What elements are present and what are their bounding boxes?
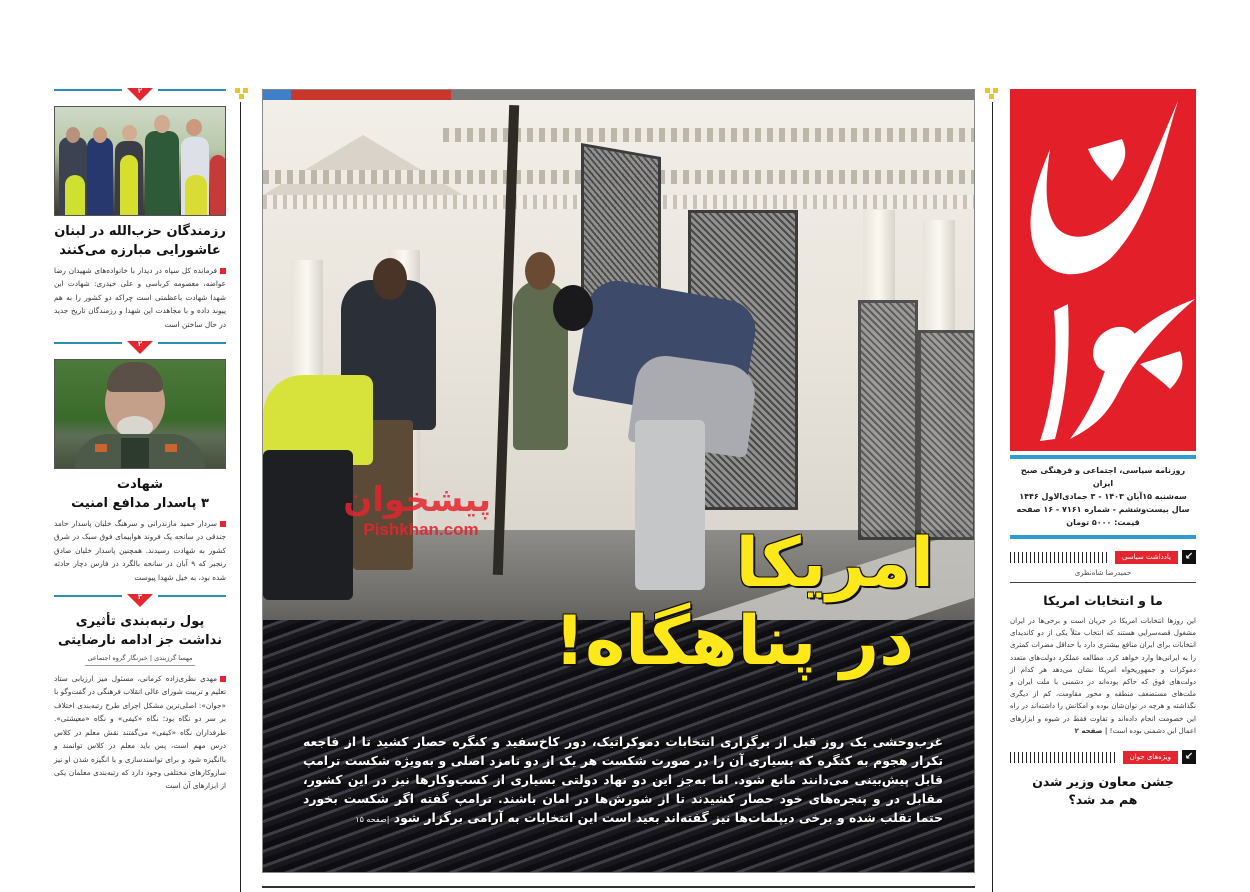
section-tag[interactable]: یادداشت سیاسی bbox=[1115, 551, 1178, 564]
column-rule bbox=[992, 102, 993, 892]
bullet-icon bbox=[220, 268, 226, 274]
page-marker: ۲ bbox=[137, 340, 143, 349]
right-column bbox=[1010, 455, 1196, 814]
barcode-pattern bbox=[1010, 552, 1109, 563]
main-story-photo[interactable] bbox=[262, 89, 975, 873]
story-body: مهدی نظری‌زاده کرمانی، مسئول میز ارزیابی ستاد تعلیم و تربیت شورای عالی انقلاب فرهنگی در گفت‌وگو با «جوان»: اصلی‌ترین مشکل اجرای طرح رتبه‌بندی اختلاف بر سر دو نگاه بود؛ نگاه «کیفی» و نگاه «معیشتی». طرفداران نگاه «کیفی» می‌گفتند نقش معلم در کلاس درس مهم است، پس باید معلم در کلاس توانمند و باانگیزه شود و برای توانمندسازی و با انگیزه شدن او نیز سازوکارهای مختلفی وجود دارد که رتبه‌بندی معلمان یکی از ابزارهای آن است bbox=[54, 674, 226, 791]
newspaper-logo[interactable] bbox=[1010, 89, 1196, 451]
page-marker: ۲ bbox=[137, 87, 143, 95]
column-headline[interactable]: جشن معاون وزیر شدن هم مد شد؟ bbox=[1032, 774, 1174, 808]
story-body: فرمانده کل سپاه در دیدار با خانواده‌های شهیدان رضا عواضه، معصومه کرباسی و علی حیدری: شهادت این شهدا شهادت باعظمتی است چراکه دو کشور را به هم پیوند داده و با مجاهدت این شهدا و رزمندگان تاریخ جدید در حال ساختن است bbox=[54, 266, 226, 329]
column-body: این روزها انتخابات امریکا در جریان است و برخی‌ها در ایران مشغول قصه‌سرایی هستند که انتخاب مثلاً یکی از دو کاندیدای انتخابات برای ایران منافع بیشتری دارد یا حداقل مضرات کمتری را به ایرانی‌ها وارد خواهد کرد. مطالعه عملکرد دولت‌های متعدد دموکرات و جمهوریخواه امریکا نشان می‌دهد هر کدام از دولت‌های فوق که حاکم بوده‌اند در دشمنی با ملت ایران و ملت‌های مستضعف منطقه و محور مقاومت، کم از دیگری نگذاشته و هرچه در توان‌شان بوده و امکانش را داشته‌اند در راه این خصومت انجام داده‌اند و تفاوت فقط در شیوه و ابزارهای اعمال این دشمنی بوده است! | صفحه ۲ bbox=[1010, 617, 1196, 735]
arrow-icon: ↙ bbox=[1182, 550, 1196, 564]
masthead-date: سه‌شنبه ۱۵آبان ۱۴۰۳ - ۳ جمادی‌الاول ۱۴۴۶ bbox=[1019, 492, 1187, 501]
watermark-url: Pishkhan.com bbox=[363, 520, 479, 539]
left-column bbox=[54, 88, 226, 793]
logo-calligraphy bbox=[1010, 89, 1196, 451]
bottom-rule bbox=[262, 886, 975, 888]
story-headline[interactable]: رزمندگان حزب‌الله در لبنان عاشورایی مبارزه می‌کنند bbox=[54, 224, 226, 258]
ornament-icon bbox=[235, 88, 249, 100]
page-reference[interactable]: | صفحه ۲ bbox=[1074, 726, 1108, 735]
page-reference[interactable]: |صفحه ۱۵ bbox=[355, 815, 390, 824]
section-header bbox=[1010, 749, 1196, 765]
barcode-pattern bbox=[1010, 752, 1117, 763]
bullet-icon bbox=[220, 521, 226, 527]
main-story-lead: غرب‌وحشی یک روز قبل از برگزاری انتخابات دموکراتیک، دور کاخ‌سفید و کنگره حصار کشید تا از فاجعه تکرار هجوم به کنگره که بسیاری آن را در صورت شکست هر یک از دو نامزد اصلی و به‌ویژه شکست ترامپ قابل پیش‌بینی می‌دانند مانع شود. اما به‌جز این دو نهاد دولتی بسیاری از کسب‌وکارها نیز در این کشور، مقابل در و پنجره‌های خود حصار کشیدند تا از شورش‌ها در امان باشند. ترامپ گفته اگر شکست بخورد حتما تقلب شده و برخی دیپلمات‌ها نیز گفته‌اند بعید است این انتخابات به آرامی برگزار شود |صفحه ۱۵ bbox=[303, 734, 943, 825]
masthead-price: قیمت: ۵۰۰۰ تومان bbox=[1066, 518, 1140, 527]
section-divider bbox=[54, 88, 226, 102]
section-divider bbox=[54, 594, 226, 608]
masthead-description: روزنامه سیاسی، اجتماعی و فرهنگی صبح ایران bbox=[1020, 466, 1186, 488]
watermark-logo: پیشخوان bbox=[343, 480, 491, 520]
column-headline[interactable]: ما و انتخابات امریکا bbox=[1043, 593, 1163, 608]
story-byline: مهسا گرزبندی | خبرنگار گروه اجتماعی bbox=[85, 654, 195, 666]
page-marker: ۳ bbox=[137, 593, 143, 602]
masthead-info bbox=[1010, 459, 1196, 535]
ornament-icon bbox=[985, 88, 999, 100]
author-name: حمیدرضا شاه‌نظری bbox=[1010, 565, 1196, 583]
svg-text:جوان: جوان bbox=[1101, 279, 1105, 280]
section-header bbox=[1010, 549, 1196, 565]
bullet-icon bbox=[220, 676, 226, 682]
masthead-issue: سال بیست‌وششم - شماره ۷۱۶۱ - ۱۶ صفحه bbox=[1016, 505, 1190, 514]
main-headline[interactable]: امریکا در پناهگاه! bbox=[554, 524, 934, 681]
masthead-rule bbox=[1010, 535, 1196, 539]
story-photo[interactable] bbox=[54, 359, 226, 469]
section-divider bbox=[54, 341, 226, 355]
watermark bbox=[343, 480, 491, 540]
story-headline[interactable]: شهادت ۳ پاسدار مدافع امنیت bbox=[71, 477, 209, 512]
story-body: سردار حمید مازندرانی و سرهنگ خلبان پاسدار حامد جندقی در سانحه یک فروند هواپیمای فوق سبک در شرق کشور به شهادت رسیدند. همچنین پاسدار خلبان صادق رنجبر که ۹ آبان در سانحه بالگرد در فارس دچار حادثه شده بود، به خیل شهدا پیوست bbox=[54, 519, 226, 582]
section-tag[interactable]: ویژه‌های جوان bbox=[1123, 751, 1178, 764]
column-rule bbox=[240, 102, 241, 892]
story-photo[interactable] bbox=[54, 106, 226, 216]
arrow-icon: ↙ bbox=[1182, 750, 1196, 764]
story-headline[interactable]: پول رتبه‌بندی تأثیری نداشت جز ادامه نارضایتی bbox=[58, 614, 222, 649]
